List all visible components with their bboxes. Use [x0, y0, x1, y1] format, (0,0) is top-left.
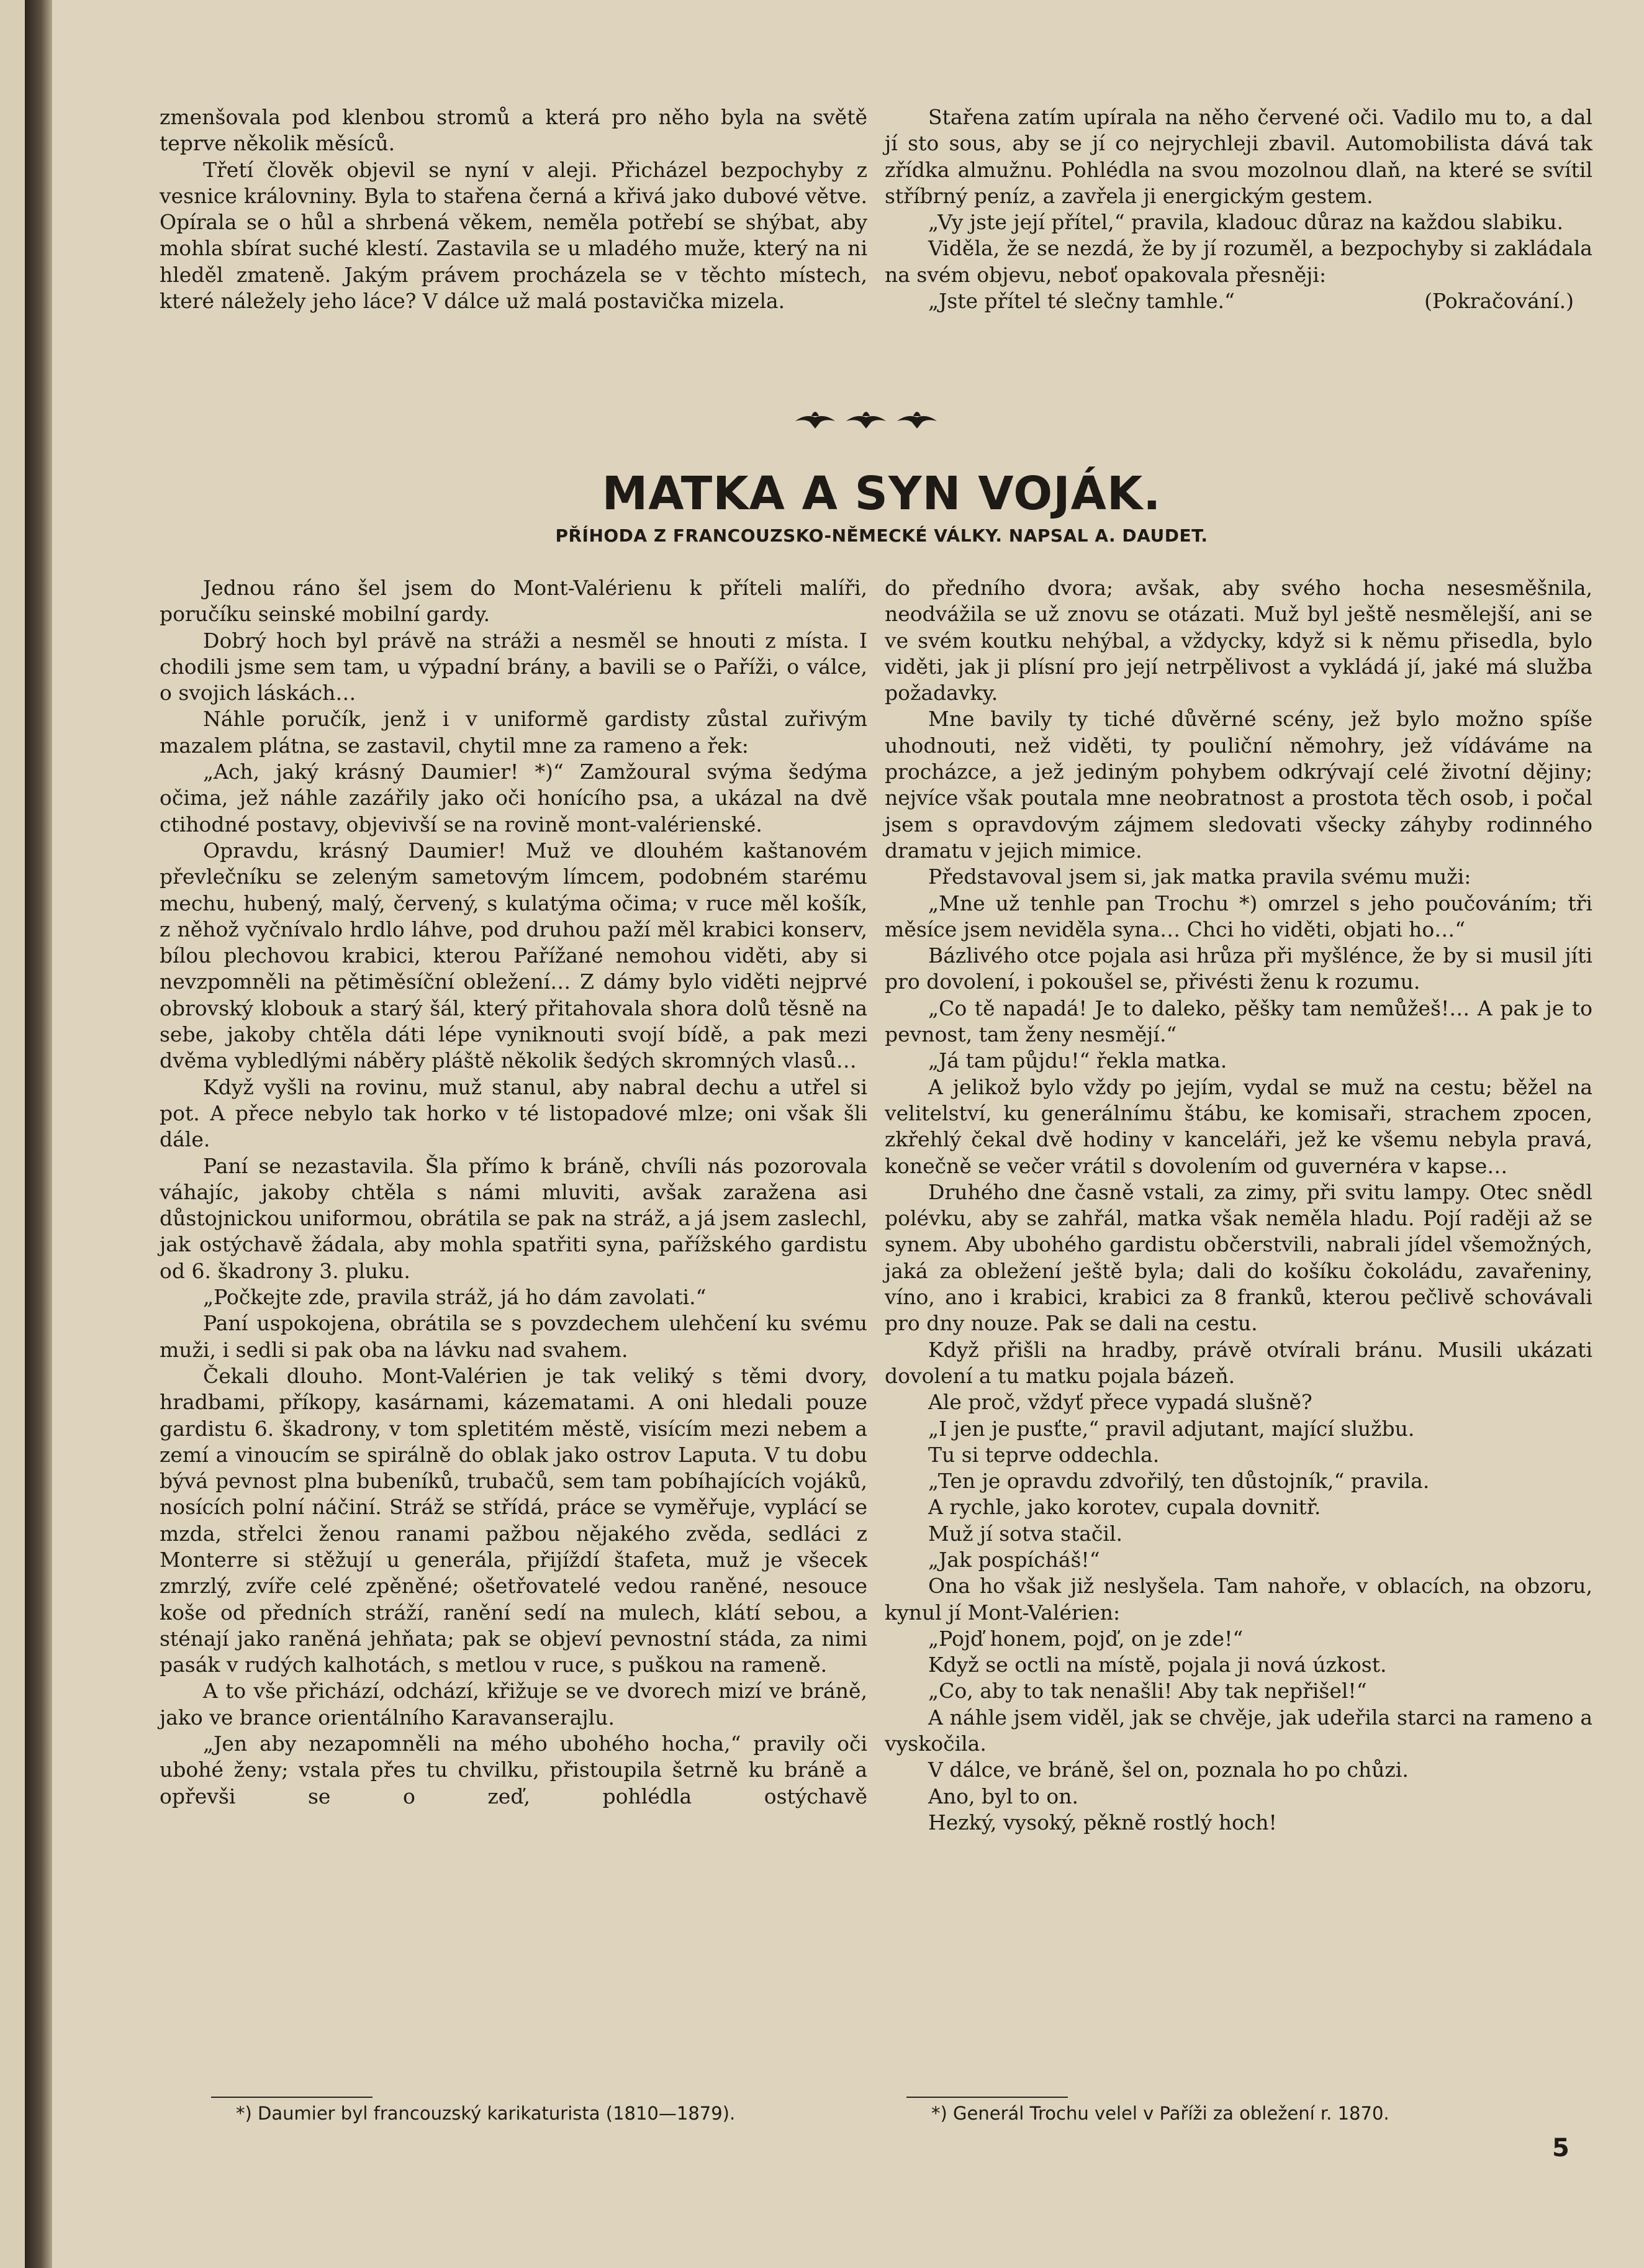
paragraph: Když přišli na hradby, právě otvírali bránu. Musili ukázati dovolení a tu matku pojala bázeň.: [885, 1337, 1592, 1388]
paragraph: Druhého dne časně vstali, za zimy, při svitu lampy. Otec snědl polévku, aby se zahřál, matka však neměla hladu. Pojí raději až se synem. Aby ubohého gardistu občerstvili, nabrali jídel všemožných, jaká za obležení ještě byla; dali do košíku čokoládu, zavařeniny, víno, ano i krabici, krabici za 8 franků, kterou pečlivě schovávali pro dny nouze. Pak se dali na cestu.: [885, 1179, 1592, 1336]
paragraph: A jelikož bylo vždy po jejím, vydal se muž na cestu; běžel na velitelství, ku generálnímu štábu, ke komisaři, strachem zpocen, zkřehlý čekal dvě hodiny v kanceláři, jež ke všemu nebyla pravá, konečně se večer vrátil s dovolením od guvernéra v kapse…: [885, 1074, 1592, 1178]
paragraph: „Co tě napadá! Je to daleko, pěšky tam nemůžeš!… A pak je to pevnost, tam ženy nesmějí.“: [885, 996, 1592, 1047]
paragraph: „Ten je opravdu zdvořilý, ten důstojník,“ pravila.: [928, 1469, 1430, 1494]
paragraph: do předního dvora; avšak, aby svého hocha nesesměšnila, neodvážila se už znovu se otázati. Muž byl ještě nesmělejší, ani se ve svém koutku nehýbal, a vždycky, když si k němu přisedla, bylo viděti, jak ji plísní pro její netrpělivost a vykládá jí, jaké má služba požadavky.: [885, 576, 1592, 705]
paragraph: „Co, aby to tak nenašli! Aby tak nepřišel!“: [928, 1679, 1367, 1703]
prev-story-left-column: [160, 104, 867, 314]
page-number: 5: [1552, 2134, 1569, 2162]
paragraph: Ona ho však již neslyšela. Tam nahoře, v oblacích, na obzoru, kynul jí Mont-Valérien:: [885, 1574, 1592, 1625]
paragraph: Jednou ráno šel jsem do Mont-Valérienu k příteli malíři, poručíku seinské mobilní gardy.: [160, 576, 867, 627]
prev-story-right-column: [885, 104, 1592, 314]
paragraph: Paní se nezastavila. Šla přímo k bráně, chvíli nás pozorovala váhajíc, jakoby chtěla s námi mluviti, avšak zaražena asi důstojnickou uniformou, obrátila se pak na stráž, a já jsem zaslechl, jak ostýchavě žádala, aby mohla spatřiti syna, pařížského gardistu od 6. škadrony 3. pluku.: [160, 1153, 867, 1283]
paragraph: „Pojď honem, pojď, on je zde!“: [928, 1626, 1244, 1651]
paragraph: Stařena zatím upírala na něho červené oči. Vadilo mu to, a dal jí sto sous, aby se jí co nejrychleji zbavil. Automobilista dává tak zřídka almužnu. Pohlédla na svou mozolnou dlaň, na které se svítil stříbrný peníz, a zavřela ji energickým gestem.: [885, 105, 1592, 208]
paragraph: Když se octli na místě, pojala ji nová úzkost.: [928, 1653, 1387, 1677]
paragraph: „Jak pospícháš!“: [928, 1547, 1100, 1572]
paragraph: Muž jí sotva stačil.: [928, 1521, 1123, 1546]
paragraph: Dobrý hoch byl právě na stráži a nesměl se hnouti z místa. I chodili jsme sem tam, u výpadní brány, a bavili se o Paříži, o válce, o svojich láskách…: [160, 628, 867, 705]
paragraph: A rychle, jako korotev, cupala dovnitř.: [928, 1495, 1321, 1520]
paragraph: Když vyšli na rovinu, muž stanul, aby nabral dechu a utřel si pot. A přece nebylo tak horko v té listopadové mlze; oni však šli dále.: [160, 1074, 867, 1152]
magazine-page: [25, 0, 1644, 2268]
paragraph: „Já tam půjdu!“ řekla matka.: [928, 1048, 1227, 1073]
paragraph: Bázlivého otce pojala asi hrůza při myšlénce, že by si musil jíti pro dovolení, i pokoušel se, přivésti ženu k rozumu.: [885, 943, 1592, 994]
article-subtitle: PŘÍHODA Z FRANCOUZSKO-NĚMECKÉ VÁLKY. NAPSAL A. DAUDET.: [555, 525, 1208, 546]
paragraph: Třetí člověk objevil se nyní v aleji. Přicházel bezpochyby z vesnice královniny. Byla to stařena černá a křivá jako dubové větve. Opírala se o hůl a shrbená věkem, neměla potřebí se shýbat, aby mohla sbírat suché klestí. Zastavila se u mladého muže, který na ni hleděl zmateně. Jakým právem procházela se v těchto místech, které náležely jeho láce? V dálce už malá postavička mizela.: [160, 157, 867, 314]
leaf-ornament-icon: [844, 405, 888, 431]
paragraph: Hezký, vysoký, pěkně rostlý hoch!: [928, 1810, 1277, 1835]
article-right-column: [885, 575, 1592, 1836]
footnote-rule: [906, 2097, 1068, 2098]
paragraph: Náhle poručík, jenž i v uniformě gardisty zůstal zuřivým mazalem plátna, se zastavil, chytil mne za rameno a řek:: [160, 707, 867, 758]
footnote-left: *) Daumier byl francouzský karikaturista (1810—1879).: [236, 2103, 736, 2124]
paragraph: „Jen aby nezapomněli na mého ubohého hocha,“ pravily oči ubohé ženy; vstala přes tu chvilku, přistoupila šetrně ku bráně a opřevši se o zeď, pohlédla ostýchavě: [160, 1731, 867, 1808]
paragraph: Viděla, že se nezdá, že by jí rozuměl, a bezpochyby si zakládala na svém objevu, neboť opakovala přesněji:: [885, 236, 1592, 287]
paragraph: [885, 288, 1592, 314]
section-divider-ornament: [788, 405, 944, 435]
paragraph: Ano, byl to on.: [928, 1784, 1078, 1808]
paragraph: A náhle jsem viděl, jak se chvěje, jak udeřila starci na rameno a vyskočila.: [885, 1705, 1592, 1756]
article-title: MATKA A SYN VOJÁK.: [602, 467, 1162, 520]
paragraph: Opravdu, krásný Daumier! Muž ve dlouhém kaštanovém převlečníku se zeleným sametovým límcem, podobném starému mechu, hubený, malý, červený, s kulatýma očima; v ruce měl košík, z něhož vyčnívalo hrdlo láhve, pod druhou paží měl krabici konserv, bílou plechovou krabici, kterou Pařížané nemohou viděti, aby si nevzpomněli na pětiměsíční obležení… Z dámy bylo viděti nejprvé obrovský klobouk a starý šál, který přitahovala shora dolů těsně na sebe, jakoby chtěla dáti lépe vyniknouti svojí bídě, a pak mezi dvěma vybledlými náběry pláště několik šedých skromných vlasů…: [160, 838, 867, 1073]
paragraph: „I jen je pusťte,“ pravil adjutant, mající službu.: [928, 1416, 1415, 1441]
paragraph: A to vše přichází, odchází, křižuje se ve dvorech mizí ve bráně, jako ve brance orientálního Karavanserajlu.: [160, 1679, 867, 1730]
paragraph: Ale proč, vždyť přece vypadá slušně?: [928, 1390, 1312, 1415]
quote-line: „Jste přítel té slečny tamhle.“: [928, 289, 1235, 314]
paragraph: V dálce, ve bráně, šel on, poznala ho po chůzi.: [928, 1758, 1409, 1782]
footnote-right: *) Generál Trochu velel v Paříži za obležení r. 1870.: [931, 2103, 1389, 2124]
paragraph: Představoval jsem si, jak matka pravila svému muži:: [928, 864, 1471, 889]
paragraph: Paní uspokojena, obrátila se s povzdechem ulehčení ku svému muži, i sedli si pak oba na lávku nad svahem.: [160, 1311, 867, 1362]
article-left-column: [160, 575, 867, 1810]
leaf-ornament-icon: [895, 405, 939, 431]
book-binding-edge: [25, 0, 52, 2268]
footnote-rule: [211, 2097, 373, 2098]
paragraph: „Počkejte zde, pravila stráž, já ho dám zavolati.“: [203, 1285, 707, 1310]
paragraph: „Ach, jaký krásný Daumier! *)“ Zamžoural svýma šedýma očima, jež náhle zazářily jako oči honícího psa, a ukázal na dvě ctihodné postavy, objevivší se na rovině mont-valérienské.: [160, 760, 867, 837]
leaf-ornament-icon: [793, 405, 838, 431]
paragraph: Čekali dlouho. Mont-Valérien je tak veliký s těmi dvory, hradbami, příkopy, kasárnami, kázematami. A oni hledali pouze gardistu 6. škadrony, v tom spletitém městě, visícím mezi nebem a zemí a vinoucím se spirálně do oblak jako ostrov Laputa. V tu dobu bývá pevnost plna bubeníků, trubačů, sem tam pobíhajících vojáků, nosících polní náčiní. Stráž se střídá, práce se vyměřuje, vyplácí se mzda, střelci ženou ranami pažbou nějakého zvěda, sedláci z Monterre si stěžují u generála, přijíždí štafeta, muž je všecek zmrzlý, zvíře celé zpěněné; ošetřovatelé vedou raněné, nesouce koše od předních stráží, ranění sedí na mulech, klátí sebou, a sténají jako raněná jehňata; pak se objeví pevnostní stáda, za nimi pasák v rudých kalhotách, s metlou v ruce, s puškou na rameně.: [160, 1363, 867, 1677]
continued-label: (Pokračování.): [1424, 289, 1574, 314]
paragraph: Mne bavily ty tiché důvěrné scény, jež bylo možno spíše uhodnouti, než viděti, ty pouliční němohry, jež vídáváme na procházce, a jež jediným pohybem odkrývají celé životní dějiny; nejvíce však poutala mne neobratnost a prostota těch osob, i počal jsem s opravdovým zájmem sledovati všecky záhyby rodinného dramatu v jejich mimice.: [885, 707, 1592, 863]
paragraph: Tu si teprve oddechla.: [928, 1442, 1160, 1467]
paragraph: zmenšovala pod klenbou stromů a která pro něho byla na světě teprve několik měsíců.: [160, 105, 867, 156]
paragraph: „Vy jste její přítel,“ pravila, kladouc důraz na každou slabiku.: [928, 210, 1563, 235]
paragraph: „Mne už tenhle pan Trochu *) omrzel s jeho poučováním; tři měsíce jsem neviděla syna… Chci ho viděti, objati ho…“: [885, 891, 1592, 941]
